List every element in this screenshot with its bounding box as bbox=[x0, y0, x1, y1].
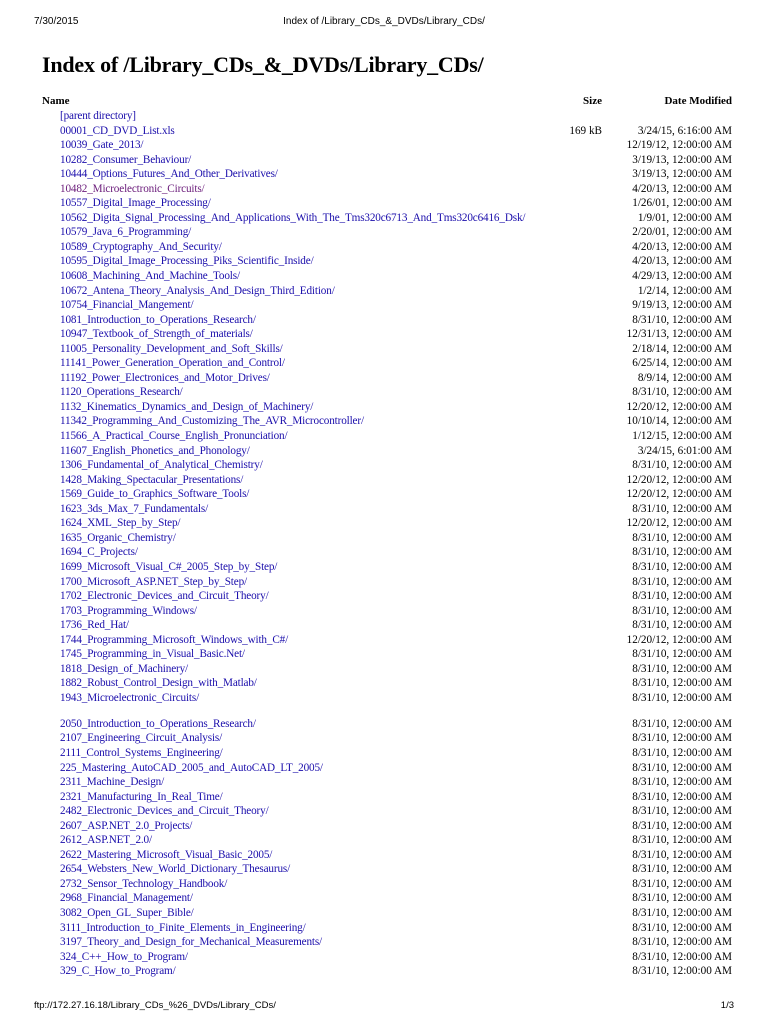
print-footer bbox=[34, 1000, 734, 1014]
date-modified: 12/19/12, 12:00:00 AM bbox=[626, 139, 732, 152]
file-link[interactable]: 11192_Power_Electronices_and_Motor_Drives/ bbox=[60, 371, 270, 384]
date-modified: 1/9/01, 12:00:00 AM bbox=[637, 211, 732, 224]
table-row bbox=[42, 298, 732, 313]
date-modified: 8/31/10, 12:00:00 AM bbox=[632, 877, 732, 890]
column-header-size[interactable]: Size bbox=[583, 95, 602, 107]
table-row bbox=[42, 647, 732, 662]
date-modified: 8/31/10, 12:00:00 AM bbox=[632, 575, 732, 588]
date-modified: 12/31/13, 12:00:00 AM bbox=[626, 328, 732, 341]
table-row bbox=[42, 950, 732, 965]
table-row bbox=[42, 862, 732, 877]
date-modified: 8/31/10, 12:00:00 AM bbox=[632, 590, 732, 603]
file-link[interactable]: 10754_Financial_Mangement/ bbox=[60, 299, 194, 312]
table-row bbox=[42, 935, 732, 950]
file-link[interactable]: 1703_Programming_Windows/ bbox=[60, 604, 197, 617]
file-link[interactable]: 11566_A_Practical_Course_English_Pronunciation/ bbox=[60, 430, 288, 443]
table-row bbox=[42, 761, 732, 776]
column-header-date-modified[interactable]: Date Modified bbox=[664, 95, 732, 107]
file-link[interactable]: 1700_Microsoft_ASP.NET_Step_by_Step/ bbox=[60, 575, 247, 588]
date-modified: 12/20/12, 12:00:00 AM bbox=[626, 488, 732, 501]
table-row bbox=[42, 691, 732, 706]
table-row bbox=[42, 356, 732, 371]
table-row bbox=[42, 906, 732, 921]
date-modified: 8/31/10, 12:00:00 AM bbox=[632, 732, 732, 745]
table-row bbox=[42, 516, 732, 531]
parent-directory-link[interactable]: [parent directory] bbox=[60, 110, 136, 122]
file-link[interactable]: 1081_Introduction_to_Operations_Research/ bbox=[60, 313, 256, 326]
table-row bbox=[42, 545, 732, 560]
file-link[interactable]: 2607_ASP.NET_2.0_Projects/ bbox=[60, 819, 193, 832]
date-modified: 8/31/10, 12:00:00 AM bbox=[632, 313, 732, 326]
date-modified: 8/31/10, 12:00:00 AM bbox=[632, 604, 732, 617]
date-modified: 8/31/10, 12:00:00 AM bbox=[632, 662, 732, 675]
date-modified: 8/31/10, 12:00:00 AM bbox=[632, 892, 732, 905]
date-modified: 8/31/10, 12:00:00 AM bbox=[632, 502, 732, 515]
file-link[interactable]: 10557_Digital_Image_Processing/ bbox=[60, 197, 211, 210]
table-row bbox=[42, 487, 732, 502]
file-link[interactable]: 329_C_How_to_Program/ bbox=[60, 965, 176, 978]
print-date: 7/30/2015 bbox=[34, 16, 79, 27]
table-row bbox=[42, 473, 732, 488]
file-link[interactable]: 1882_Robust_Control_Design_with_Matlab/ bbox=[60, 677, 257, 690]
file-link[interactable]: 10608_Machining_And_Machine_Tools/ bbox=[60, 270, 240, 283]
file-link[interactable]: 1132_Kinematics_Dynamics_and_Design_of_Machinery/ bbox=[60, 400, 314, 413]
table-row bbox=[42, 833, 732, 848]
file-link[interactable]: 2622_Mastering_Microsoft_Visual_Basic_2005/ bbox=[60, 848, 273, 861]
date-modified: 3/24/15, 6:01:00 AM bbox=[637, 444, 732, 457]
table-row bbox=[42, 284, 732, 299]
date-modified: 8/31/10, 12:00:00 AM bbox=[632, 848, 732, 861]
table-row bbox=[42, 225, 732, 240]
table-row bbox=[42, 313, 732, 328]
print-header bbox=[34, 16, 734, 30]
file-link[interactable]: 1702_Electronic_Devices_and_Circuit_Theory/ bbox=[60, 590, 269, 603]
file-link[interactable]: 2050_Introduction_to_Operations_Research/ bbox=[60, 717, 256, 730]
date-modified: 8/31/10, 12:00:00 AM bbox=[632, 819, 732, 832]
file-link[interactable]: 2732_Sensor_Technology_Handbook/ bbox=[60, 877, 228, 890]
file-size: 169 kB bbox=[569, 124, 602, 137]
table-row bbox=[42, 400, 732, 415]
file-link[interactable]: 1120_Operations_Research/ bbox=[60, 386, 183, 399]
file-link[interactable]: 11607_English_Phonetics_and_Phonology/ bbox=[60, 444, 250, 457]
date-modified: 8/9/14, 12:00:00 AM bbox=[637, 371, 732, 384]
table-row bbox=[42, 633, 732, 648]
file-link[interactable]: 1744_Programming_Microsoft_Windows_with_C#/ bbox=[60, 633, 289, 646]
table-row bbox=[42, 676, 732, 691]
table-row bbox=[42, 342, 732, 357]
file-link[interactable]: 1943_Microelectronic_Circuits/ bbox=[60, 691, 200, 704]
file-link[interactable]: 00001_CD_DVD_List.xls bbox=[60, 124, 175, 137]
file-link[interactable]: 1635_Organic_Chemistry/ bbox=[60, 531, 176, 544]
print-page-title: Index of /Library_CDs_&_DVDs/Library_CDs/ bbox=[283, 16, 485, 27]
table-row bbox=[42, 429, 732, 444]
date-modified: 3/19/13, 12:00:00 AM bbox=[632, 153, 732, 166]
table-row bbox=[42, 502, 732, 517]
table-row bbox=[42, 790, 732, 805]
date-modified: 4/20/13, 12:00:00 AM bbox=[632, 182, 732, 195]
date-modified: 12/20/12, 12:00:00 AM bbox=[626, 473, 732, 486]
table-row bbox=[42, 109, 732, 124]
print-url: ftp://172.27.16.18/Library_CDs_%26_DVDs/Library_CDs/ bbox=[34, 1000, 276, 1011]
date-modified: 2/18/14, 12:00:00 AM bbox=[632, 342, 732, 355]
file-link[interactable]: 1623_3ds_Max_7_Fundamentals/ bbox=[60, 502, 209, 515]
file-link[interactable]: 2111_Control_Systems_Engineering/ bbox=[60, 747, 223, 760]
date-modified: 9/19/13, 12:00:00 AM bbox=[632, 299, 732, 312]
date-modified: 12/20/12, 12:00:00 AM bbox=[626, 517, 732, 530]
file-link[interactable]: 2311_Machine_Design/ bbox=[60, 776, 165, 789]
listing-header bbox=[42, 95, 732, 109]
date-modified: 8/31/10, 12:00:00 AM bbox=[632, 950, 732, 963]
table-row bbox=[42, 138, 732, 153]
print-page-number: 1/3 bbox=[720, 1000, 734, 1011]
table-row bbox=[42, 560, 732, 575]
date-modified: 2/20/01, 12:00:00 AM bbox=[632, 226, 732, 239]
date-modified: 1/12/15, 12:00:00 AM bbox=[632, 430, 732, 443]
date-modified: 8/31/10, 12:00:00 AM bbox=[632, 834, 732, 847]
table-row bbox=[42, 717, 732, 732]
date-modified: 8/31/10, 12:00:00 AM bbox=[632, 386, 732, 399]
date-modified: 4/29/13, 12:00:00 AM bbox=[632, 270, 732, 283]
table-row bbox=[42, 662, 732, 677]
table-row bbox=[42, 211, 732, 226]
file-link[interactable]: 10672_Antena_Theory_Analysis_And_Design_Third_Edition/ bbox=[60, 284, 335, 297]
file-link[interactable]: 10482_Microelectronic_Circuits/ bbox=[60, 182, 205, 195]
file-link[interactable]: 1569_Guide_to_Graphics_Software_Tools/ bbox=[60, 488, 250, 501]
date-modified: 8/31/10, 12:00:00 AM bbox=[632, 691, 732, 704]
file-link[interactable]: 10282_Consumer_Behaviour/ bbox=[60, 153, 192, 166]
table-row bbox=[42, 153, 732, 168]
table-row bbox=[42, 458, 732, 473]
date-modified: 8/31/10, 12:00:00 AM bbox=[632, 648, 732, 661]
table-row bbox=[42, 531, 732, 546]
date-modified: 8/31/10, 12:00:00 AM bbox=[632, 531, 732, 544]
date-modified: 8/31/10, 12:00:00 AM bbox=[632, 936, 732, 949]
file-link[interactable]: 2612_ASP.NET_2.0/ bbox=[60, 834, 152, 847]
table-row bbox=[42, 589, 732, 604]
file-link[interactable]: 2107_Engineering_Circuit_Analysis/ bbox=[60, 732, 223, 745]
table-row bbox=[42, 371, 732, 386]
file-link[interactable]: 1306_Fundamental_of_Analytical_Chemistry/ bbox=[60, 459, 263, 472]
file-link[interactable]: 10444_Options_Futures_And_Other_Derivatives/ bbox=[60, 168, 278, 181]
date-modified: 1/2/14, 12:00:00 AM bbox=[637, 284, 732, 297]
date-modified: 4/20/13, 12:00:00 AM bbox=[632, 255, 732, 268]
file-link[interactable]: 1745_Programming_in_Visual_Basic.Net/ bbox=[60, 648, 245, 661]
table-row bbox=[42, 964, 732, 979]
page-title: Index of /Library_CDs_&_DVDs/Library_CDs/ bbox=[42, 52, 484, 77]
table-row bbox=[42, 877, 732, 892]
date-modified: 8/31/10, 12:00:00 AM bbox=[632, 560, 732, 573]
file-link[interactable]: 2482_Electronic_Devices_and_Circuit_Theory/ bbox=[60, 805, 269, 818]
file-link[interactable]: 3197_Theory_and_Design_for_Mechanical_Measurements/ bbox=[60, 936, 323, 949]
table-row bbox=[42, 182, 732, 197]
table-row bbox=[42, 848, 732, 863]
table-row bbox=[42, 124, 732, 139]
table-row bbox=[42, 167, 732, 182]
date-modified: 8/31/10, 12:00:00 AM bbox=[632, 921, 732, 934]
table-row bbox=[42, 775, 732, 790]
file-link[interactable]: 2968_Financial_Management/ bbox=[60, 892, 193, 905]
file-link[interactable]: 225_Mastering_AutoCAD_2005_and_AutoCAD_LT_2005/ bbox=[60, 761, 323, 774]
file-link[interactable]: 3111_Introduction_to_Finite_Elements_in_Engineering/ bbox=[60, 921, 306, 934]
date-modified: 3/24/15, 6:16:00 AM bbox=[637, 124, 732, 137]
table-row bbox=[42, 327, 732, 342]
date-modified: 8/31/10, 12:00:00 AM bbox=[632, 459, 732, 472]
file-link[interactable]: 2654_Websters_New_World_Dictionary_Thesaurus/ bbox=[60, 863, 291, 876]
table-row bbox=[42, 746, 732, 761]
date-modified: 4/20/13, 12:00:00 AM bbox=[632, 240, 732, 253]
file-link[interactable]: 1818_Design_of_Machinery/ bbox=[60, 662, 188, 675]
date-modified: 6/25/14, 12:00:00 AM bbox=[632, 357, 732, 370]
file-link[interactable]: 1694_C_Projects/ bbox=[60, 546, 138, 559]
date-modified: 8/31/10, 12:00:00 AM bbox=[632, 805, 732, 818]
date-modified: 8/31/10, 12:00:00 AM bbox=[632, 863, 732, 876]
date-modified: 8/31/10, 12:00:00 AM bbox=[632, 761, 732, 774]
table-row bbox=[42, 921, 732, 936]
date-modified: 8/31/10, 12:00:00 AM bbox=[632, 907, 732, 920]
table-row bbox=[42, 575, 732, 590]
date-modified: 3/19/13, 12:00:00 AM bbox=[632, 168, 732, 181]
table-row bbox=[42, 731, 732, 746]
date-modified: 8/31/10, 12:00:00 AM bbox=[632, 790, 732, 803]
table-row bbox=[42, 254, 732, 269]
table-row bbox=[42, 196, 732, 211]
table-row bbox=[42, 891, 732, 906]
file-link[interactable]: 10589_Cryptography_And_Security/ bbox=[60, 240, 222, 253]
table-row bbox=[42, 604, 732, 619]
file-link[interactable]: 10562_Digita_Signal_Processing_And_Applications_With_The_Tms320c6713_And_Tms320c6416_Dsk/ bbox=[60, 211, 526, 224]
date-modified: 8/31/10, 12:00:00 AM bbox=[632, 717, 732, 730]
file-link[interactable]: 11005_Personality_Development_and_Soft_Skills/ bbox=[60, 342, 283, 355]
file-link[interactable]: 324_C++_How_to_Program/ bbox=[60, 950, 188, 963]
table-row bbox=[42, 819, 732, 834]
column-header-name[interactable]: Name bbox=[42, 95, 70, 107]
file-link[interactable]: 11141_Power_Generation_Operation_and_Control/ bbox=[60, 357, 285, 370]
file-link[interactable]: 3082_Open_GL_Super_Bible/ bbox=[60, 907, 194, 920]
file-link[interactable]: 10947_Textbook_of_Strength_of_materials/ bbox=[60, 328, 253, 341]
table-row bbox=[42, 618, 732, 633]
table-row bbox=[42, 414, 732, 429]
table-row bbox=[42, 240, 732, 255]
table-row bbox=[42, 804, 732, 819]
file-link[interactable]: 11342_Programming_And_Customizing_The_AVR_Microcontroller/ bbox=[60, 415, 364, 428]
date-modified: 12/20/12, 12:00:00 AM bbox=[626, 633, 732, 646]
directory-listing bbox=[42, 109, 732, 979]
date-modified: 8/31/10, 12:00:00 AM bbox=[632, 619, 732, 632]
date-modified: 1/26/01, 12:00:00 AM bbox=[632, 197, 732, 210]
date-modified: 8/31/10, 12:00:00 AM bbox=[632, 546, 732, 559]
file-link[interactable]: 1699_Microsoft_Visual_C#_2005_Step_by_Step/ bbox=[60, 560, 278, 573]
date-modified: 8/31/10, 12:00:00 AM bbox=[632, 747, 732, 760]
table-row bbox=[42, 444, 732, 459]
date-modified: 8/31/10, 12:00:00 AM bbox=[632, 965, 732, 978]
date-modified: 8/31/10, 12:00:00 AM bbox=[632, 677, 732, 690]
file-link[interactable]: 2321_Manufacturing_In_Real_Time/ bbox=[60, 790, 223, 803]
file-link[interactable]: 1736_Red_Hat/ bbox=[60, 619, 129, 632]
date-modified: 12/20/12, 12:00:00 AM bbox=[626, 400, 732, 413]
file-link[interactable]: 10039_Gate_2013/ bbox=[60, 139, 144, 152]
date-modified: 8/31/10, 12:00:00 AM bbox=[632, 776, 732, 789]
file-link[interactable]: 1624_XML_Step_by_Step/ bbox=[60, 517, 181, 530]
file-link[interactable]: 10579_Java_6_Programming/ bbox=[60, 226, 192, 239]
file-link[interactable]: 1428_Making_Spectacular_Presentations/ bbox=[60, 473, 244, 486]
date-modified: 10/10/14, 12:00:00 AM bbox=[626, 415, 732, 428]
table-row bbox=[42, 269, 732, 284]
table-row bbox=[42, 385, 732, 400]
file-link[interactable]: 10595_Digital_Image_Processing_Piks_Scientific_Inside/ bbox=[60, 255, 314, 268]
